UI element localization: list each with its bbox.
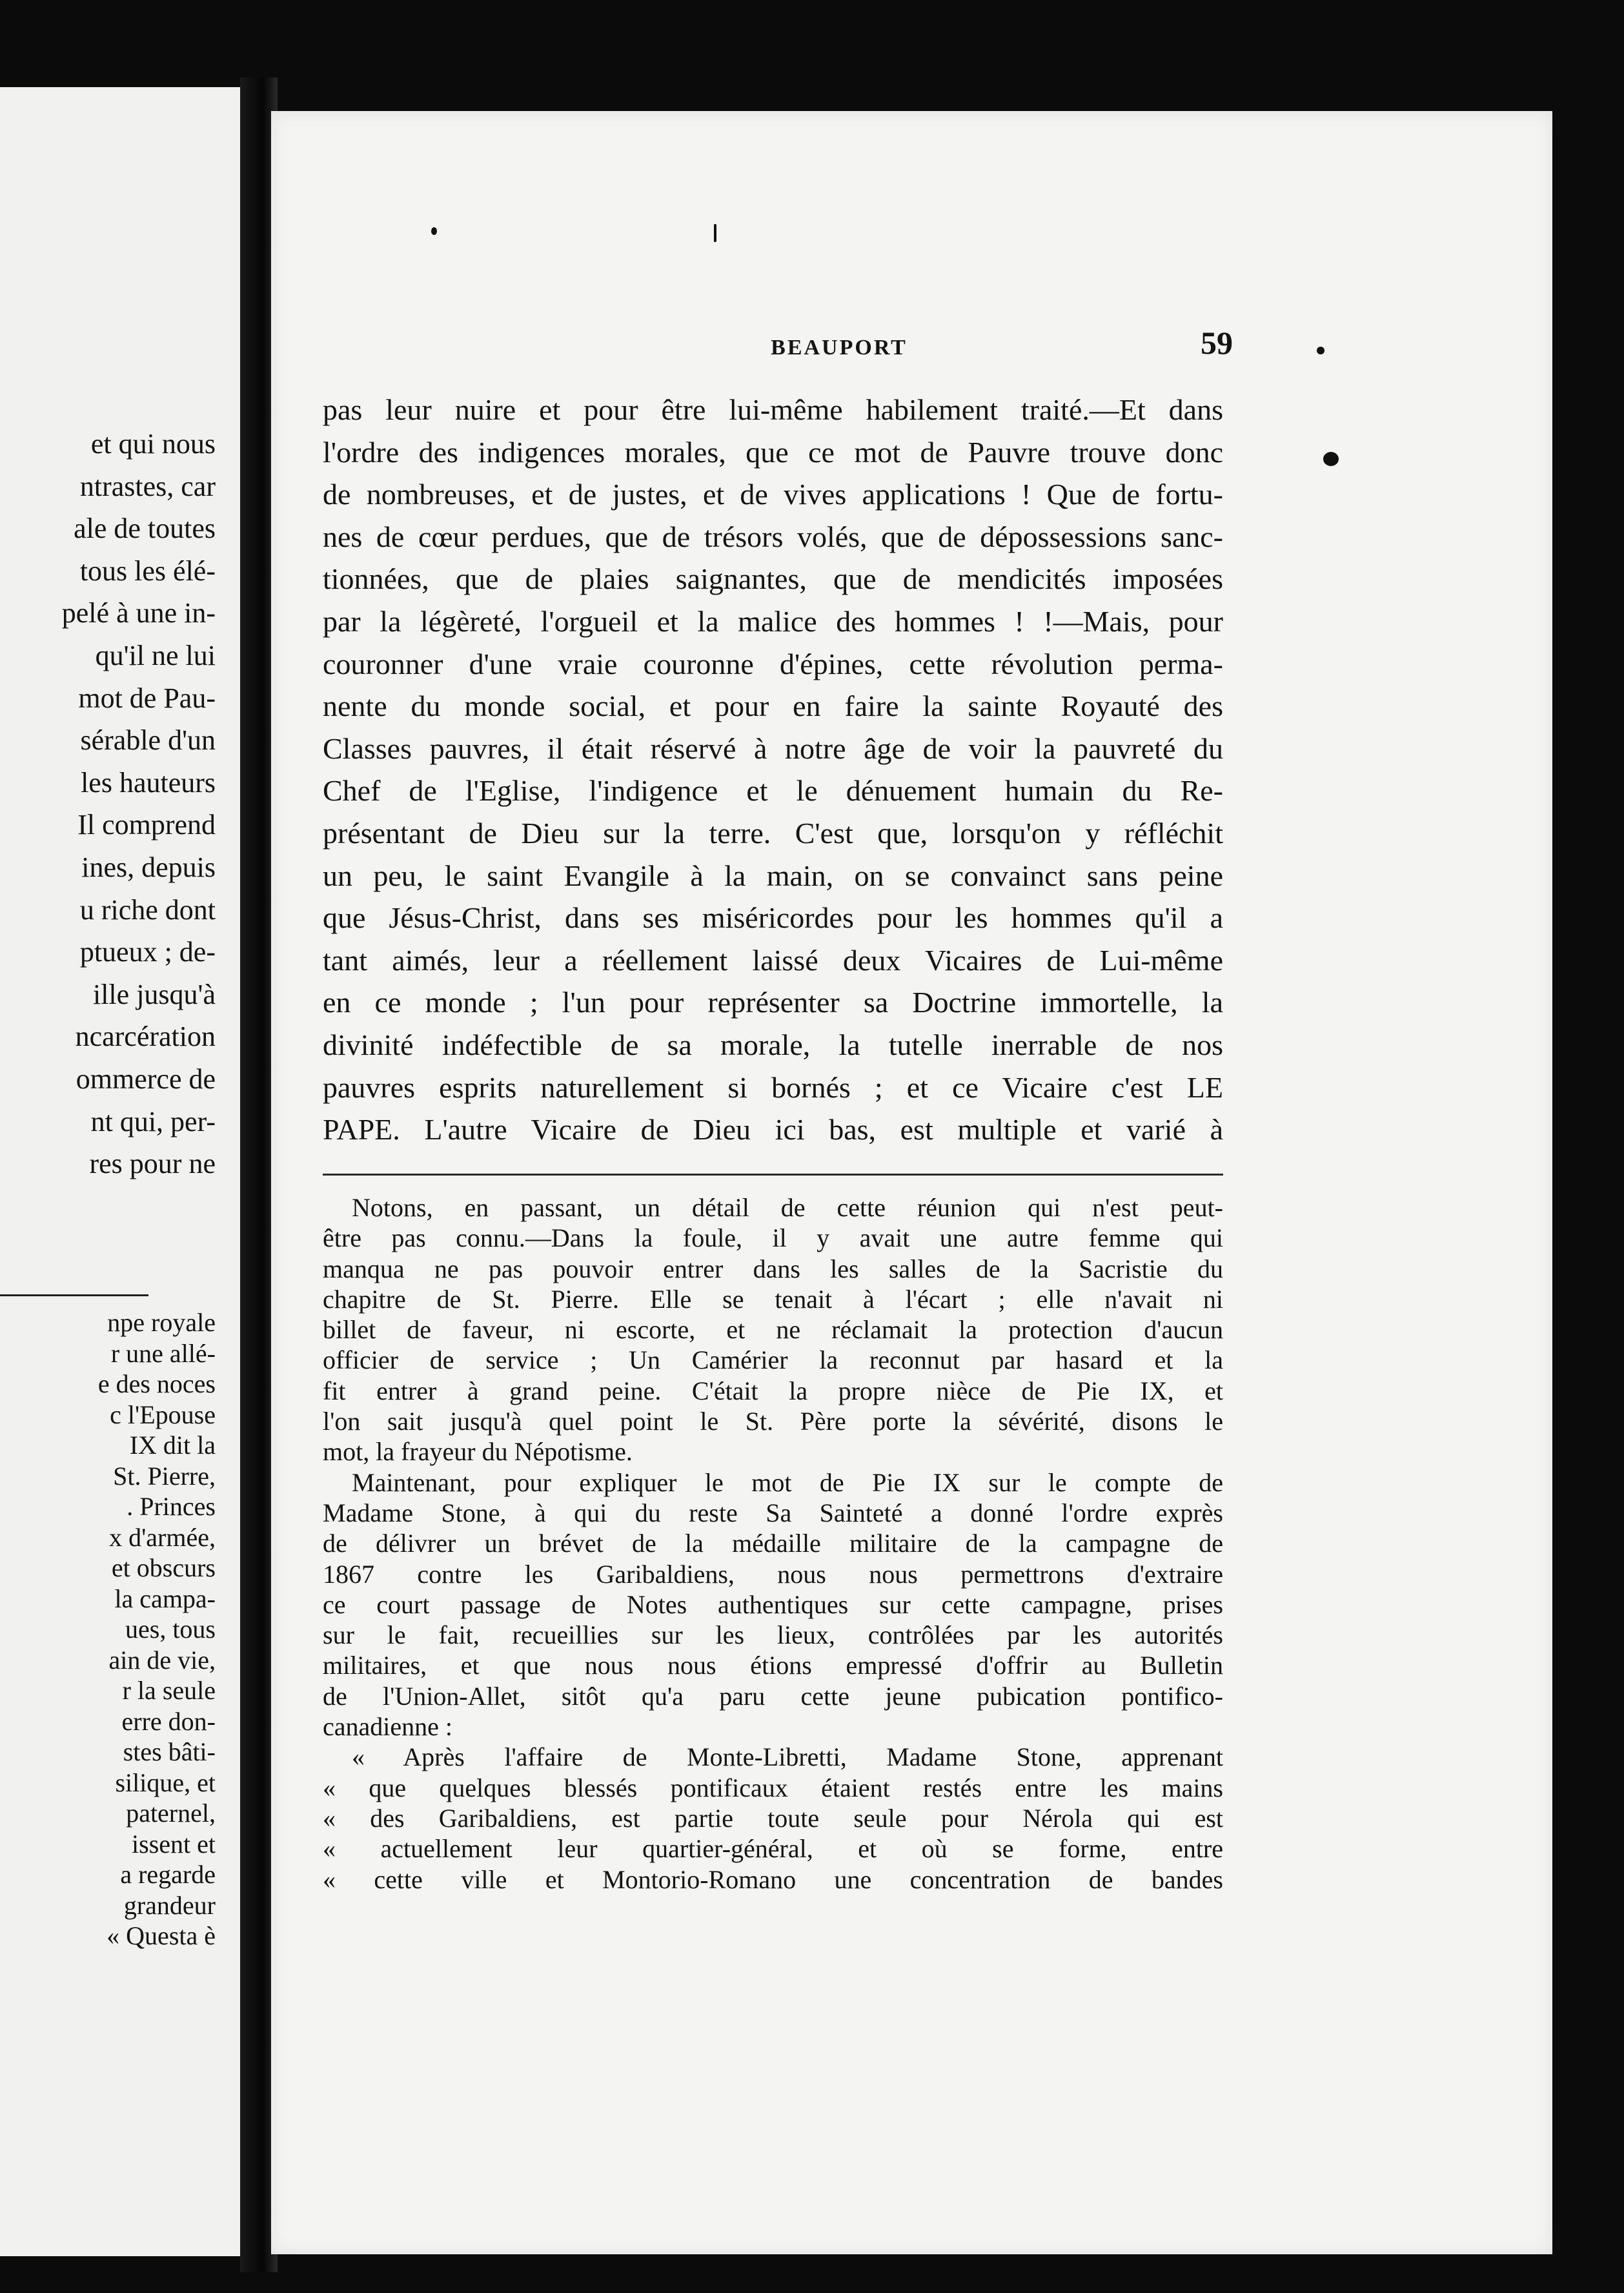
left-note-line: la campa-	[114, 1584, 216, 1613]
left-page-line: sérable d'un	[80, 724, 216, 757]
left-page-line: pelé à une in-	[61, 597, 216, 629]
left-page-line: ptueux ; de-	[79, 936, 216, 968]
left-note-line: . Princes	[127, 1492, 216, 1521]
left-note-line: issent et	[132, 1829, 216, 1859]
body-line: un peu, le saint Evangile à la main, on se convainct sans peine	[323, 859, 1223, 892]
running-title: BEAUPORT	[771, 336, 908, 360]
body-line: nes de cœur perdues, que de trésors volés, que de dépossessions sanc-	[323, 520, 1223, 553]
left-note-line: erre don-	[121, 1706, 216, 1736]
left-note-line: « Questa è	[107, 1921, 216, 1950]
footnote-line: Madame Stone, à qui du reste Sa Sainteté a donné l'ordre exprès	[323, 1498, 1223, 1527]
body-line: que Jésus-Christ, dans ses miséricordes pour les hommes qu'il a	[323, 901, 1223, 935]
body-line: de nombreuses, et de justes, et de vives applications ! Que de fortu-	[323, 478, 1223, 511]
body-line: nente du monde social, et pour en faire la sainte Royauté des	[323, 689, 1223, 723]
left-note-line: grandeur	[123, 1890, 216, 1920]
left-note-line: e des noces	[97, 1369, 216, 1398]
left-page-line: qu'il ne lui	[95, 639, 216, 671]
left-page-line: Il comprend	[77, 809, 216, 841]
body-line: en ce monde ; l'un pour représenter sa Doctrine immortelle, la	[323, 986, 1223, 1019]
left-note-line: silique, et	[115, 1768, 216, 1797]
left-page-line: res pour ne	[89, 1148, 216, 1180]
footnote-line: « Après l'affaire de Monte-Libretti, Madame Stone, apprenant	[352, 1742, 1223, 1772]
left-note-line: paternel,	[126, 1799, 216, 1828]
left-page-line: ncarcération	[75, 1021, 216, 1053]
footnote-line: billet de faveur, ni escorte, et ne réclamait la protection d'aucun	[323, 1315, 1223, 1345]
left-page-line: ines, depuis	[81, 851, 216, 883]
left-page-footnote	[0, 1307, 216, 1952]
footnote-line: de l'Union-Allet, sitôt qu'a paru cette jeune pubication pontifico-	[323, 1681, 1223, 1711]
body-line: l'ordre des indigences morales, que ce mot de Pauvre trouve donc	[323, 435, 1223, 469]
left-page-line: ille jusqu'à	[92, 978, 216, 1010]
left-page-line: les hauteurs	[81, 766, 216, 799]
left-note-line: npe royale	[107, 1308, 216, 1337]
left-page-line: u riche dont	[79, 893, 216, 926]
left-note-line: ain de vie,	[108, 1645, 216, 1675]
body-line: PAPE. L'autre Vicaire de Dieu ici bas, est multiple et varié à	[323, 1113, 1223, 1146]
left-page-line: et qui nous	[90, 428, 216, 460]
footnote-line: canadienne :	[323, 1712, 452, 1742]
left-page-line: tous les élé-	[79, 555, 216, 587]
footnote-line: Maintenant, pour expliquer le mot de Pie IX sur le compte de	[352, 1467, 1223, 1497]
left-note-line: St. Pierre,	[113, 1461, 216, 1491]
footnote-line: « cette ville et Montorio-Romano une concentration de bandes	[323, 1864, 1223, 1894]
ink-speck	[431, 227, 437, 235]
page-number: 59	[1201, 325, 1233, 361]
footnote-line: Notons, en passant, un détail de cette réunion qui n'est peut-	[352, 1193, 1223, 1222]
footnote-line: chapitre de St. Pierre. Elle se tenait à l'écart ; elle n'avait ni	[323, 1284, 1223, 1314]
main-body-text	[323, 389, 1223, 1151]
left-page-body-text	[0, 423, 216, 1185]
footnote-line: l'on sait jusqu'à quel point le St. Père porte la sévérité, disons le	[323, 1407, 1223, 1436]
left-note-line: r une allé-	[110, 1338, 216, 1368]
footnote-line: fit entrer à grand peine. C'était la propre nièce de Pie IX, et	[323, 1376, 1223, 1405]
left-note-line: x d'armée,	[109, 1522, 216, 1552]
footnote	[323, 1192, 1223, 1895]
footnote-line: manqua ne pas pouvoir entrer dans les salles de la Sacristie du	[323, 1254, 1223, 1283]
footnote-line: « des Garibaldiens, est partie toute seule pour Nérola qui est	[323, 1803, 1223, 1833]
body-line: pauvres esprits naturellement si bornés ; et ce Vicaire c'est LE	[323, 1070, 1223, 1104]
footnote-line: officier de service ; Un Camérier la reconnut par hasard et la	[323, 1345, 1223, 1375]
ink-speck	[1323, 452, 1339, 466]
body-line: Chef de l'Eglise, l'indigence et le dénuement humain du Re-	[323, 774, 1223, 808]
left-note-line: et obscurs	[111, 1553, 216, 1582]
body-line: présentant de Dieu sur la terre. C'est que, lorsqu'on y réfléchit	[323, 816, 1223, 850]
body-line: couronner d'une vraie couronne d'épines, cette révolution perma-	[323, 647, 1223, 680]
left-note-line: IX dit la	[129, 1431, 216, 1460]
left-page-line: mot de Pau-	[78, 682, 216, 714]
left-note-line: r la seule	[122, 1676, 216, 1705]
footnote-line: de délivrer un brévet de la médaille militaire de la campagne de	[323, 1529, 1223, 1558]
footnote-line: militaires, et que nous nous étions empressé d'offrir au Bulletin	[323, 1651, 1223, 1680]
body-line: Classes pauvres, il était réservé à notre âge de voir la pauvreté du	[323, 731, 1223, 765]
running-header	[271, 324, 1552, 369]
body-line: tant aimés, leur a réellement laissé deux Vicaires de Lui-même	[323, 943, 1223, 977]
footnote-line: 1867 contre les Garibaldiens, nous nous permettrons d'extraire	[323, 1559, 1223, 1589]
left-facing-page	[0, 87, 240, 2256]
left-page-line: nt qui, per-	[90, 1105, 216, 1137]
footnote-line: mot, la frayeur du Népotisme.	[323, 1437, 633, 1467]
left-note-line: stes bâti-	[123, 1737, 216, 1766]
left-page-line: ale de toutes	[74, 513, 216, 545]
footnote-line: être pas connu.—Dans la foule, il y avait une autre femme qui	[323, 1223, 1223, 1253]
footnote-line: « actuellement leur quartier-général, et où se forme, entre	[323, 1834, 1223, 1864]
footnote-line: sur le fait, recueillies sur les lieux, contrôlées par les autorités	[323, 1620, 1223, 1650]
body-line: divinité indéfectible de sa morale, la tutelle inerrable de nos	[323, 1028, 1223, 1061]
left-note-line: a regarde	[120, 1860, 216, 1889]
footnote-line: ce court passage de Notes authentiques sur cette campagne, prises	[323, 1589, 1223, 1619]
body-line: pas leur nuire et pour être lui-même habilement traité.—Et dans	[323, 393, 1223, 426]
left-page-line: ntrastes, car	[79, 470, 216, 502]
right-page	[271, 111, 1552, 2254]
body-line: par la légèreté, l'orgueil et la malice des hommes ! !—Mais, pour	[323, 604, 1223, 638]
left-page-line: ommerce de	[76, 1063, 216, 1095]
ink-speck	[714, 224, 716, 242]
footnote-line: « que quelques blessés pontificaux étaient restés entre les mains	[323, 1773, 1223, 1802]
left-note-line: ues, tous	[125, 1615, 216, 1644]
left-footnote-rule	[0, 1294, 148, 1296]
footnote-rule	[323, 1174, 1223, 1176]
left-note-line: c l'Epouse	[110, 1400, 216, 1429]
body-line: tionnées, que de plaies saignantes, que de mendicités imposées	[323, 562, 1223, 596]
